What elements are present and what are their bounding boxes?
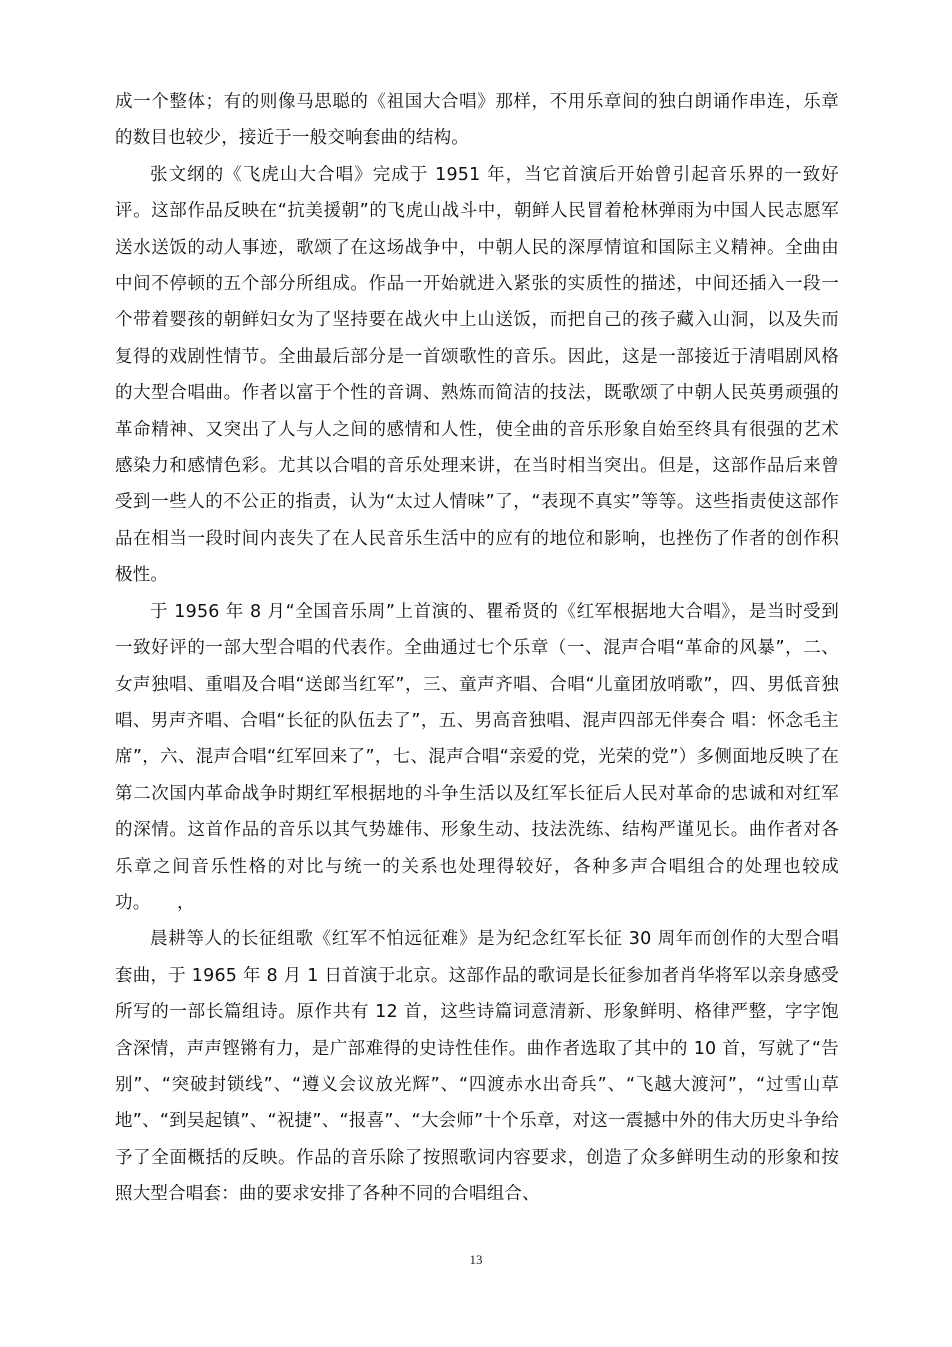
paragraph-hongjun-genjudi: 于 1956 年 8 月“全国音乐周”上首演的、瞿希贤的《红军根据地大合唱》，是当时受到一致好评的一部大型合唱的代表作。全曲通过七个乐章（一、混声合唱“革命的风暴”，二、女声独唱、重唱及合唱“送郎当红军”，三、童声齐唱、合唱“儿童团放哨歌”，四、男低音独唱、男声齐唱、合唱“长征的队伍去了”，五、男高音独唱、混声四部无伴奏合 唱：怀念毛主席”，六、混声合唱“红军回来了”，七、混声合唱“亲爱的党，光荣的党”）多侧面地反映了在第二次国内革命战争时期红军根据地的斗争生活以及红军长征后人民对革命的忠诚和对红军的深情。这首作品的音乐以其气势雄伟、形象生动、技法洗练、结构严谨见长。曲作者对各乐章之间音乐性格的对比与统一的关系也处理得较好，各种多声合唱组合的处理也较成功。 ， — [115, 601, 839, 913]
paragraph-changzheng-zuge: 晨耕等人的长征组歌《红军不怕远征难》是为纪念红军长征 30 周年而创作的大型合唱套曲，于 1965 年 8 月 1 日首演于北京。这部作品的歌词是长征参加者肖华将军以亲身感受所写的一部长篇组诗。原作共有 12 首，这些诗篇词意清新、形象鲜明、格律严整，字字饱含深情，声声铿锵有力，是广部难得的史诗性佳作。曲作者选取了其中的 10 首，写就了“告别”、“突破封锁线”、“遵义会议放光辉”、“四渡赤水出奇兵”、“飞越大渡河”，“过雪山草地”、“到吴起镇”、“祝捷”、“报喜”、“大会师”十个乐章，对这一震撼中外的伟大历史斗争给予了全面概括的反映。作品的音乐除了按照歌词内容要求，创造了众多鲜明生动的形象和按照大型合唱套：曲的要求安排了各种不同的合唱组合、 — [115, 929, 839, 1205]
paragraph-continuation: 成一个整体；有的则像马思聪的《祖国大合唱》那样，不用乐章间的独白朗诵作串连，乐章的数目也较少，接近于一般交响套曲的结构。 — [115, 92, 839, 149]
paragraph-feihushan: 张文纲的《飞虎山大合唱》完成于 1951 年，当它首演后开始曾引起音乐界的一致好评。这部作品反映在“抗美援朝”的飞虎山战斗中，朝鲜人民冒着枪林弹雨为中国人民志愿军送水送饭的动人事迹，歌颂了在这场战争中，中朝人民的深厚情谊和国际主义精神。全曲由中间不停顿的五个部分所组成。作品一开始就进入紧张的实质性的描述，中间还插入一段一个带着婴孩的朝鲜妇女为了坚持要在战火中上山送饭，而把自己的孩子藏入山洞，以及失而复得的戏剧性情节。全曲最后部分是一首颂歌性的音乐。因此，这是一部接近于清唱剧风格的大型合唱曲。作者以富于个性的音调、熟炼而简洁的技法，既歌颂了中朝人民英勇顽强的革命精神、又突出了人与人之间的感情和人性，使全曲的音乐形象自始至终具有很强的艺术感染力和感情色彩。尤其以合唱的音乐处理来讲，在当时相当突出。但是，这部作品后来曾受到一些人的不公正的指责，认为“太过人情味”了，“表现不真实”等等。这些指责使这部作品在相当一段时间内丧失了在人民音乐生活中的应有的地位和影响，也挫伤了作者的创作积极性。 — [115, 164, 839, 586]
page-body — [115, 84, 839, 1213]
page-number: 13 — [469, 1252, 483, 1267]
